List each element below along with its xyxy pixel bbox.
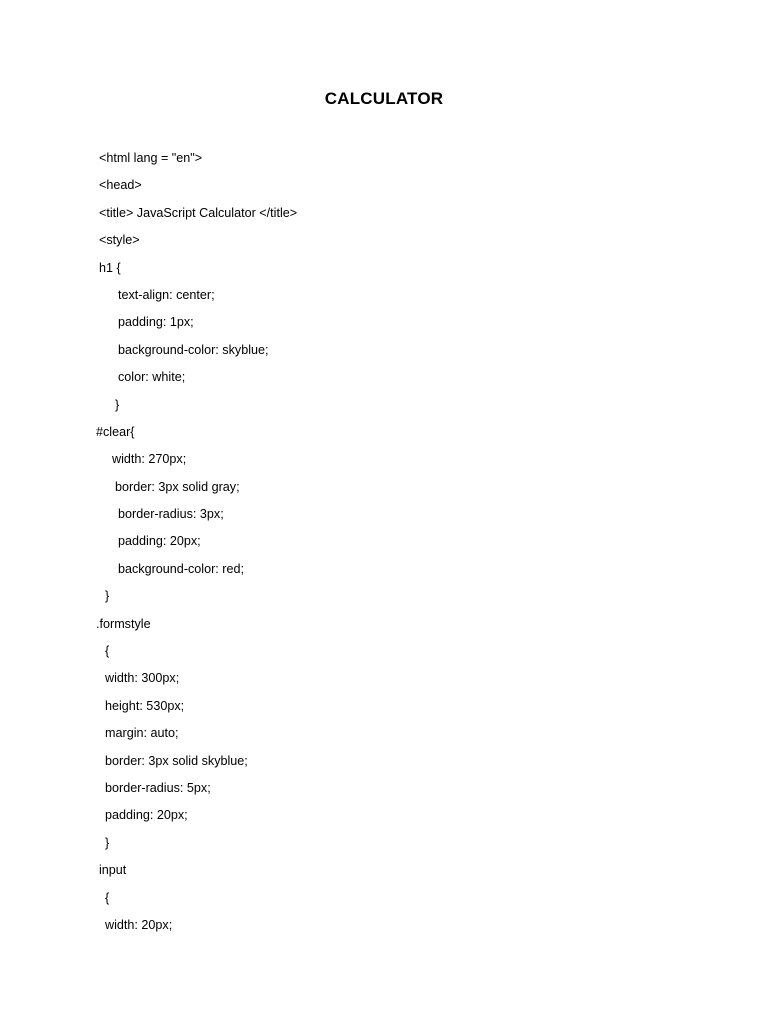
- code-line: color: white;: [118, 370, 186, 385]
- code-line: width: 270px;: [112, 452, 187, 467]
- code-line: height: 530px;: [105, 698, 185, 713]
- code-line: text-align: center;: [118, 287, 215, 302]
- code-line: background-color: red;: [118, 561, 245, 576]
- code-line: #clear{: [96, 424, 135, 439]
- code-line: }: [115, 397, 120, 412]
- code-line: padding: 1px;: [118, 315, 194, 330]
- code-line: h1 {: [99, 260, 121, 275]
- code-line: margin: auto;: [105, 726, 179, 741]
- code-line: border-radius: 5px;: [105, 780, 211, 795]
- code-line: padding: 20px;: [105, 808, 188, 823]
- code-line: {: [105, 644, 110, 659]
- document-title: CALCULATOR: [324, 89, 444, 108]
- code-line: border: 3px solid gray;: [115, 479, 240, 494]
- code-listing: [0, 146, 768, 940]
- code-line: }: [105, 589, 110, 604]
- code-line: }: [105, 835, 110, 850]
- code-line: <html lang = "en">: [99, 151, 203, 165]
- code-line: width: 300px;: [105, 671, 180, 686]
- code-line: input: [99, 863, 127, 878]
- code-line: background-color: skyblue;: [118, 342, 269, 357]
- code-line: border-radius: 3px;: [118, 507, 224, 522]
- code-line: padding: 20px;: [118, 534, 201, 549]
- code-line: width: 20px;: [105, 917, 173, 932]
- code-line: <title> JavaScript Calculator </title>: [99, 205, 298, 220]
- code-line: <style>: [99, 233, 140, 248]
- code-line: border: 3px solid skyblue;: [105, 753, 248, 768]
- code-line: <head>: [99, 178, 142, 193]
- code-line: {: [105, 890, 110, 905]
- code-line: .formstyle: [96, 616, 151, 631]
